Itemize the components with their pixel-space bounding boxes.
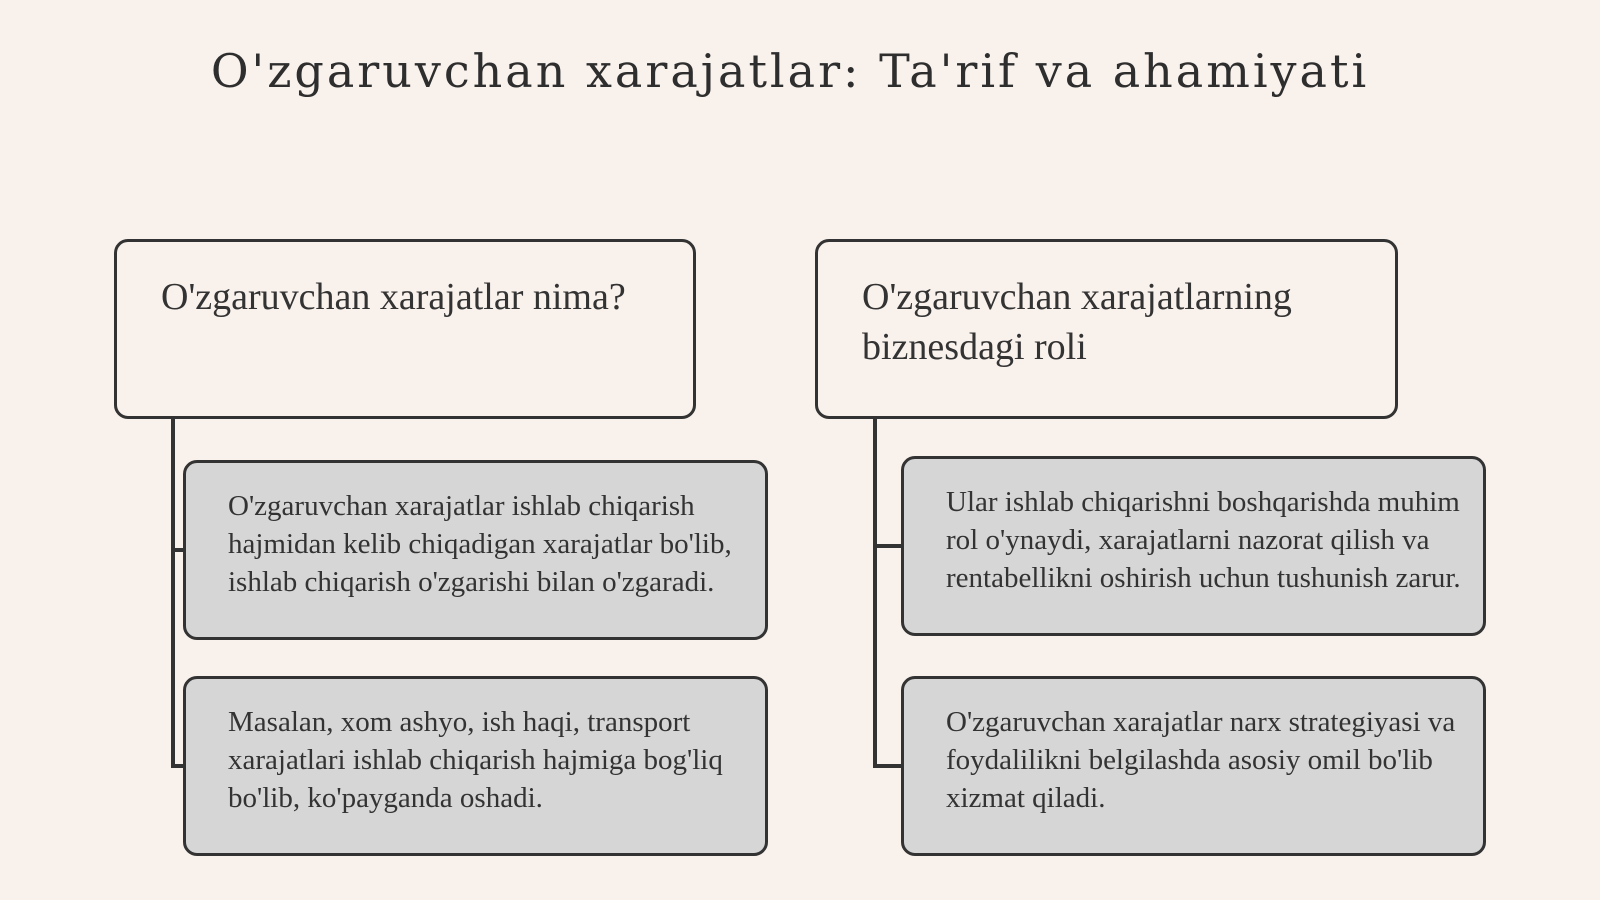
left-item-2-text: Masalan, xom ashyo, ish haqi, transport xarajatlari ishlab chiqarish hajmiga bog'liq bo'lib, ko'payganda oshadi. [228, 706, 723, 814]
right-branch-1 [873, 544, 903, 548]
right-item-2-text: O'zgaruvchan xarajatlar narx strategiyasi va foydalilikni belgilashda asosiy omil bo'lib xizmat qiladi. [946, 706, 1456, 814]
right-tree-trunk [873, 416, 877, 768]
left-item-1 [183, 460, 768, 640]
left-tree-trunk [171, 416, 175, 768]
slide-title: O'zgaruvchan xarajatlar: Ta'rif va ahamiyati [210, 44, 1370, 98]
right-item-1 [901, 456, 1486, 636]
left-item-1-text: O'zgaruvchan xarajatlar ishlab chiqarish hajmidan kelib chiqadigan xarajatlar bo'lib, ishlab chiqarish o'zgarishi bilan o'zgaradi. [228, 490, 732, 598]
left-heading-text: O'zgaruvchan xarajatlar nima? [161, 276, 626, 318]
left-heading-box [114, 239, 696, 419]
left-item-2 [183, 676, 768, 856]
right-heading-box [815, 239, 1398, 419]
right-branch-2 [873, 764, 903, 768]
right-item-2 [901, 676, 1486, 856]
right-heading-text: O'zgaruvchan xarajatlarning biznesdagi roli [862, 276, 1292, 368]
right-item-1-text: Ular ishlab chiqarishni boshqarishda muhim rol o'ynaydi, xarajatlarni nazorat qilish va rentabellikni oshirish uchun tushunish zarur. [946, 486, 1461, 594]
